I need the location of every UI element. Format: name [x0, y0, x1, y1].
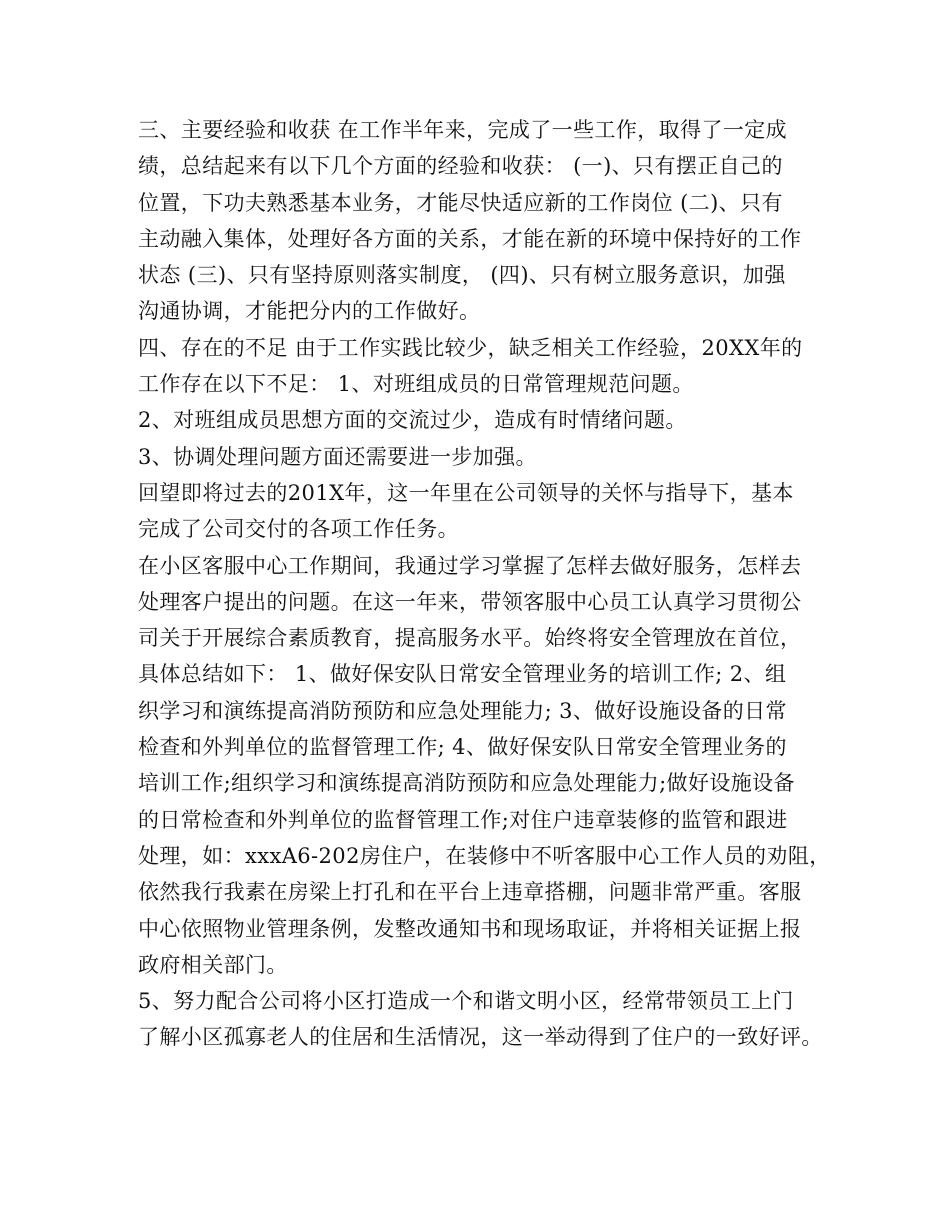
text-line: 回望即将过去的201X年，这一年里在公司领导的关怀与指导下，基本: [138, 480, 794, 505]
text-line: 状态 (三)、只有坚持原则落实制度， (四)、只有树立服务意识，加强: [138, 263, 786, 288]
text-line: 了解小区孤寡老人的住居和生活情况，这一举动得到了住户的一致好评。: [138, 1025, 823, 1050]
text-line: 具体总结如下： 1、做好保安队日常安全管理业务的培训工作; 2、组: [138, 662, 787, 687]
text-line: 处理，如：xxxA6-202房住户，在装修中不听客服中心工作人员的劝阻，: [138, 843, 831, 868]
text-line: 处理客户提出的问题。在这一年来，带领客服中心员工认真学习贯彻公: [138, 589, 802, 614]
text-line: 3、协调处理问题方面还需要进一步加强。: [138, 444, 537, 469]
text-line: 位置，下功夫熟悉基本业务，才能尽快适应新的工作岗位 (二)、只有: [138, 190, 783, 215]
text-line: 司关于开展综合素质教育，提高服务水平。始终将安全管理放在首位，: [138, 626, 802, 651]
text-line: 5、努力配合公司将小区打造成一个和谐文明小区，经常带领员工上门: [138, 989, 794, 1014]
text-line: 三、主要经验和收获 在工作半年来，完成了一些工作，取得了一定成: [138, 118, 788, 142]
text-line: 绩，总结起来有以下几个方面的经验和收获： (一)、只有摆正自己的: [138, 154, 783, 179]
text-line: 培训工作;组织学习和演练提高消防预防和应急处理能力;做好设施设备: [138, 771, 795, 796]
document-body: [138, 112, 831, 1056]
text-line: 织学习和演练提高消防预防和应急处理能力; 3、做好设施设备的日常: [138, 698, 787, 723]
text-line: 在小区客服中心工作期间，我通过学习掌握了怎样去做好服务，怎样去: [138, 553, 802, 578]
text-line: 依然我行我素在房梁上打孔和在平台上违章搭棚，问题非常严重。客服: [138, 880, 802, 905]
text-line: 的日常检查和外判单位的监督管理工作;对住户违章装修的监管和跟进: [138, 807, 788, 832]
text-line: 政府相关部门。: [138, 952, 288, 977]
text-line: 检查和外判单位的监督管理工作; 4、做好保安队日常安全管理业务的: [138, 735, 787, 760]
text-line: 2、对班组成员思想方面的交流过少，造成有时情绪问题。: [138, 408, 687, 433]
text-line: 主动融入集体，处理好各方面的关系，才能在新的环境中保持好的工作: [138, 226, 802, 251]
text-line: 工作存在以下不足： 1、对班组成员的日常管理规范问题。: [138, 372, 694, 397]
text-line: 中心依照物业管理条例，发整改通知书和现场取证，并将相关证据上报: [138, 916, 802, 941]
text-line: 沟通协调，才能把分内的工作做好。: [138, 299, 481, 324]
text-line: 完成了公司交付的各项工作任务。: [138, 517, 459, 542]
text-line: 四、存在的不足 由于工作实践比较少，缺乏相关工作经验，20XX年的: [138, 335, 803, 360]
